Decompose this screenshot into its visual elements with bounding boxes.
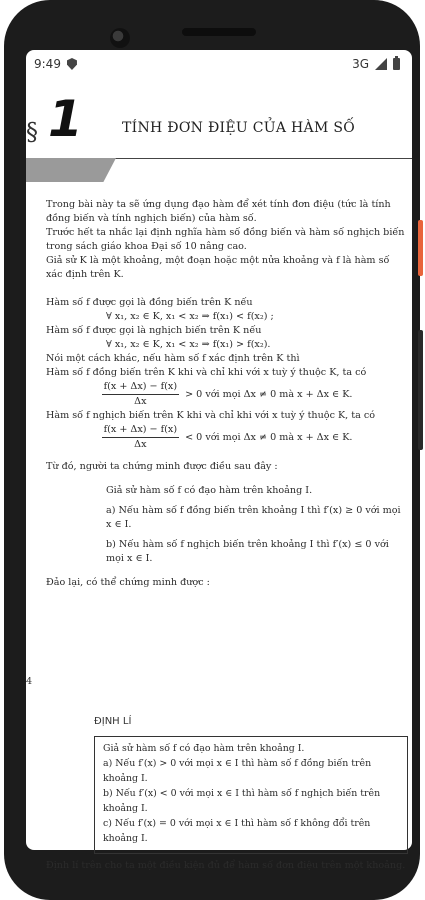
decreasing-condition (46, 423, 408, 452)
decreasing-inequality: < 0 với mọi Δx ≠ 0 mà x + Δx ∈ K. (185, 431, 353, 443)
header-rule (92, 158, 412, 159)
claim-assumption: Giả sử hàm số f có đạo hàm trên khoảng I. (106, 485, 313, 496)
proof-intro: Từ đó, người ta chứng minh được điều sau đây : (46, 461, 278, 472)
theorem-line: c) Nếu f′(x) = 0 với mọi x ∈ I thì hàm số f không đổi trên khoảng I. (103, 818, 371, 844)
status-time: 9:49 (34, 57, 61, 71)
document-page[interactable] (26, 78, 412, 871)
fraction-numerator: f(x + Δx) − f(x) (102, 423, 180, 438)
def-increasing: Hàm số f được gọi là đồng biến trên K nếu (46, 297, 253, 308)
difference-quotient (102, 380, 180, 409)
fraction-denominator: Δx (134, 396, 147, 407)
intro-paragraph: Giả sử K là một khoảng, một đoạn hoặc một nửa khoảng và f là hàm số xác định trên K. (46, 255, 390, 280)
section-number: 1 (48, 90, 83, 148)
battery-icon (393, 58, 400, 70)
intro-paragraph: Trong bài này ta sẽ ứng dụng đạo hàm để xét tính đơn điệu (tức là tính đồng biến và tính nghịch biến) của hàm số. (46, 199, 391, 224)
chapter-title: TÍNH ĐƠN ĐIỆU CỦA HÀM SỐ (122, 120, 355, 136)
fraction-numerator: f(x + Δx) − f(x) (102, 380, 180, 395)
closing-text: Định lí trên cho ta một điều kiện đủ để hàm số đơn điệu trên một khoảng. (46, 860, 406, 871)
theorem-box (94, 736, 408, 854)
theorem-label: ĐỊNH LÍ (94, 716, 132, 727)
converse-text: Đảo lại, có thể chứng minh được : (46, 577, 210, 588)
screen (26, 50, 412, 871)
def-decreasing: Hàm số f được gọi là nghịch biến trên K nếu (46, 325, 262, 336)
note-text: Nói một cách khác, nếu hàm số f xác định trên K thì (46, 353, 300, 364)
fraction-denominator: Δx (134, 439, 147, 450)
front-camera (110, 28, 130, 48)
theorem-line: Giả sử hàm số f có đạo hàm trên khoảng I. (103, 743, 305, 754)
page-number: 4 (26, 676, 33, 687)
header-band (26, 158, 116, 182)
increasing-inequality: > 0 với mọi Δx ≠ 0 mà x + Δx ∈ K. (185, 388, 353, 400)
signal-icon (375, 58, 387, 70)
def-decreasing-math: ∀ x₁, x₂ ∈ K, x₁ < x₂ ⇒ f(x₁) > f(x₂). (106, 339, 271, 350)
phone-frame (4, 0, 420, 900)
volume-button[interactable] (418, 330, 423, 450)
def-increasing-math: ∀ x₁, x₂ ∈ K, x₁ < x₂ ⇒ f(x₁) < f(x₂) ; (106, 311, 274, 322)
theorem-line: b) Nếu f′(x) < 0 với mọi x ∈ I thì hàm số f nghịch biến trên khoảng I. (103, 788, 381, 814)
power-button[interactable] (418, 220, 423, 276)
shield-icon (67, 58, 77, 70)
status-bar (26, 50, 412, 78)
chapter-header (26, 90, 412, 156)
claim-a: a) Nếu hàm số f đồng biến trên khoảng I thì f′(x) ≥ 0 với mọi x ∈ I. (106, 505, 401, 530)
body-text (46, 198, 408, 590)
network-type: 3G (352, 57, 369, 71)
intro-paragraph: Trước hết ta nhắc lại định nghĩa hàm số đồng biến và hàm số nghịch biến trong sách giáo khoa Đại số 10 nâng cao. (46, 227, 405, 252)
earpiece-speaker (182, 28, 256, 36)
note-decreasing: Hàm số f nghịch biến trên K khi và chỉ khi với x tuỳ ý thuộc K, ta có (46, 410, 376, 421)
note-increasing: Hàm số f đồng biến trên K khi và chỉ khi với x tuỳ ý thuộc K, ta có (46, 367, 367, 378)
theorem-line: a) Nếu f′(x) > 0 với mọi x ∈ I thì hàm số f đồng biến trên khoảng I. (103, 758, 372, 784)
claim-b: b) Nếu hàm số f nghịch biến trên khoảng I thì f′(x) ≤ 0 với mọi x ∈ I. (106, 539, 389, 564)
section-symbol: § (26, 118, 38, 146)
increasing-condition (46, 380, 408, 409)
difference-quotient (102, 423, 180, 452)
